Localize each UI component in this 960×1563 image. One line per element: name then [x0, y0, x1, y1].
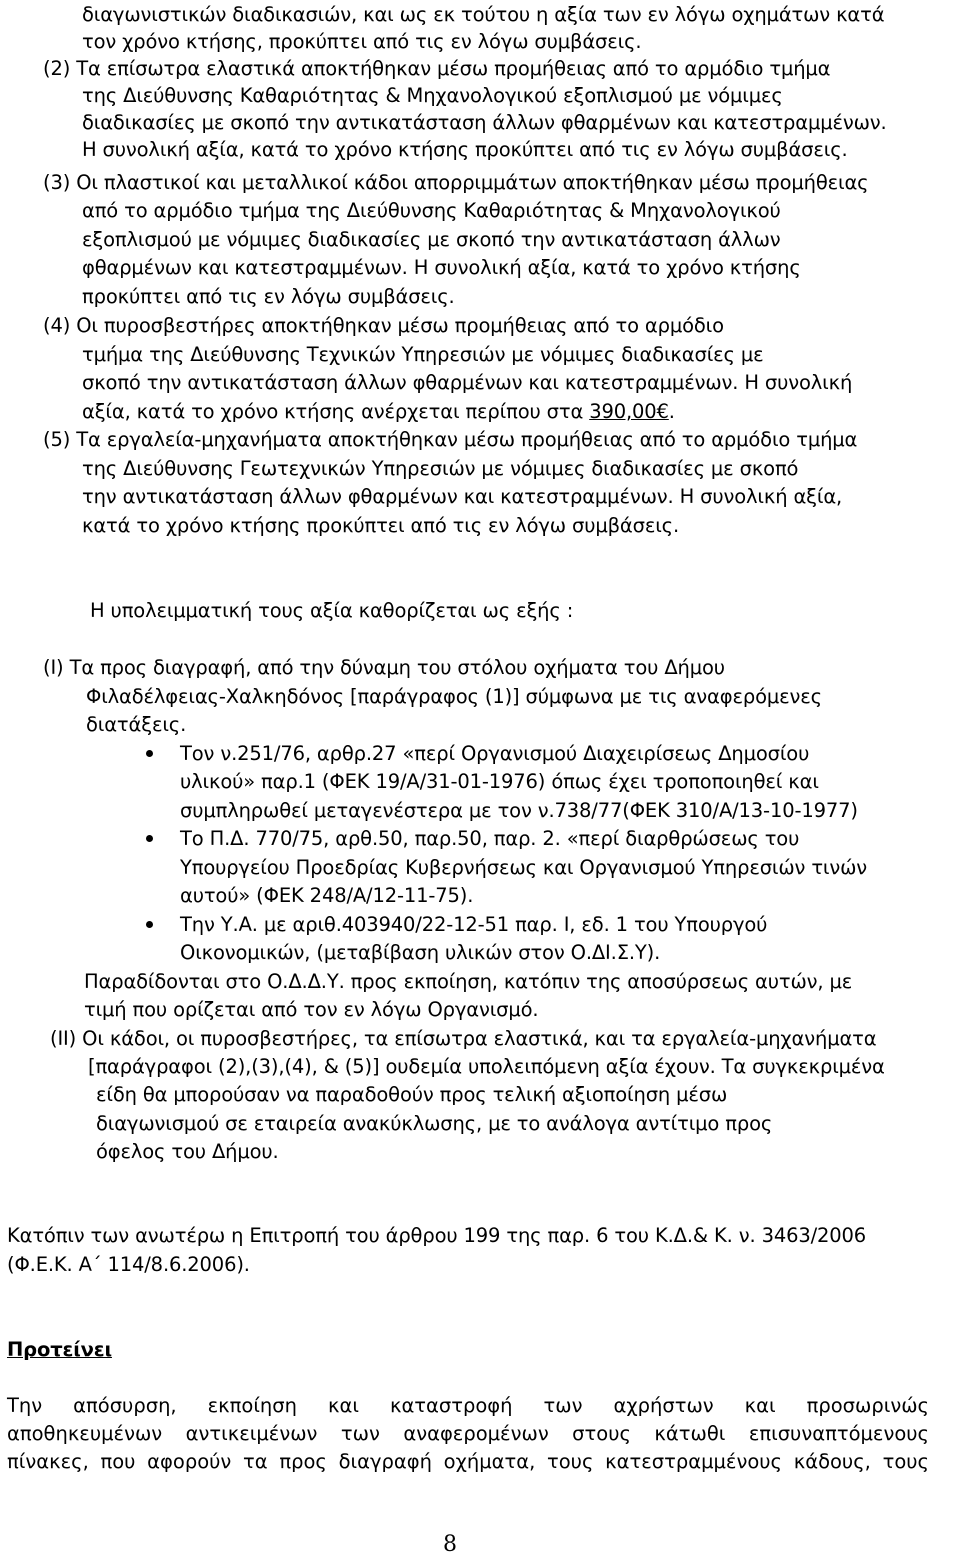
text-line: διαγωνιστικών διαδικασιών, και ως εκ τούτου η αξία των εν λόγω οχημάτων κατά	[82, 3, 885, 26]
paragraph-3-line: από το αρμόδιο τμήμα της Διεύθυνσης Καθαριότητας & Μηχανολογικού	[82, 199, 781, 222]
paragraph-5-line: (5) Τα εργαλεία-μηχανήματα αποκτήθηκαν μέσω προμήθειας από το αρμόδιο τμήμα	[43, 428, 858, 451]
section-1-line: διατάξεις.	[86, 713, 187, 736]
proposes-heading: Προτείνει	[7, 1338, 112, 1361]
paragraph-2-line: της Διεύθυνσης Καθαριότητας & Μηχανολογικού εξοπλισμού με νόμιμες	[82, 84, 783, 107]
bullet-icon	[146, 921, 153, 928]
text-line: τον χρόνο κτήσης, προκύπτει από τις εν λόγω συμβάσεις.	[82, 30, 642, 53]
section-1-line: (Ι) Τα προς διαγραφή, από την δύναμη του στόλου οχήματα του Δήμου	[43, 656, 725, 679]
section-2-line: (ΙΙ) Οι κάδοι, οι πυροσβεστήρες, τα επίσωτρα ελαστικά, και τα εργαλεία-μηχανήματα	[50, 1027, 877, 1050]
amount-value: 390,00€	[589, 400, 669, 423]
paragraph-4-line: τμήμα της Διεύθυνσης Τεχνικών Υπηρεσιών με νόμιμες διαδικασίες με	[82, 343, 764, 366]
paragraph-4-line	[82, 399, 675, 425]
bullet-item-line: Τον ν.251/76, αρθρ.27 «περί Οργανισμού Διαχειρίσεως Δημοσίου	[180, 742, 810, 765]
paragraph-5-line: την αντικατάσταση άλλων φθαρμένων και κατεστραμμένων. Η συνολική αξία,	[82, 485, 843, 508]
section-1-line: Φιλαδέλφειας-Χαλκηδόνος [παράγραφος (1)] σύμφωνα με τις αναφερόμενες	[86, 685, 822, 708]
paragraph-3-line: προκύπτει από τις εν λόγω συμβάσεις.	[82, 285, 455, 308]
bullet-icon	[146, 750, 153, 757]
bullet-item-line: Υπουργείου Προεδρίας Κυβερνήσεως και Οργανισμού Υπηρεσιών τινών	[180, 856, 868, 879]
paragraph-3-line: (3) Οι πλαστικοί και μεταλλικοί κάδοι απορριμμάτων αποκτήθηκαν μέσω προμήθειας	[43, 171, 869, 194]
paragraph-2-line: Η συνολική αξία, κατά το χρόνο κτήσης προκύπτει από τις εν λόγω συμβάσεις.	[82, 138, 848, 161]
paragraph-5-line: της Διεύθυνσης Γεωτεχνικών Υπηρεσιών με νόμιμες διαδικασίες με σκοπό	[82, 457, 799, 480]
bullet-item-line: Το Π.Δ. 770/75, αρθ.50, παρ.50, παρ. 2. «περί διαρθρώσεως του	[180, 827, 800, 850]
consideration-line: Κατόπιν των ανωτέρω η Επιτροπή του άρθρου 199 της παρ. 6 του Κ.Δ.& Κ. ν. 3463/2006	[7, 1224, 867, 1247]
bullet-item-line: συμπληρωθεί μεταγενέστερα με τον ν.738/77(ΦΕΚ 310/Α/13-10-1977)	[180, 799, 858, 822]
handover-line: Παραδίδονται στο Ο.Δ.Δ.Υ. προς εκποίηση, κατόπιν της αποσύρσεως αυτών, με	[84, 970, 853, 993]
paragraph-3-line: φθαρμένων και κατεστραμμένων. Η συνολική αξία, κατά το χρόνο κτήσης	[82, 256, 801, 279]
bullet-item-line: αυτού» (ΦΕΚ 248/Α/12-11-75).	[180, 884, 474, 907]
handover-line: τιμή που ορίζεται από τον εν λόγω Οργανισμό.	[84, 998, 539, 1021]
section-2-line: όφελος του Δήμου.	[96, 1140, 279, 1163]
section-2-line: διαγωνισμού σε εταιρεία ανακύκλωσης, με το ανάλογα αντίτιμο προς	[96, 1112, 773, 1135]
bullet-icon	[146, 835, 153, 842]
text-segment: αξία, κατά το χρόνο κτήσης ανέρχεται περίπου στα	[82, 400, 590, 423]
consideration-line: (Φ.Ε.Κ. Α΄ 114/8.6.2006).	[7, 1253, 250, 1276]
section-2-line: [παράγραφοι (2),(3),(4), & (5)] ουδεμία υπολειπόμενη αξία έχουν. Τα συγκεκριμένα	[88, 1055, 885, 1078]
text-segment: .	[668, 400, 675, 423]
bullet-item-line: Την Υ.Α. με αριθ.403940/22-12-51 παρ. Ι, εδ. 1 του Υπουργού	[180, 913, 768, 936]
page-number: 8	[443, 1532, 457, 1557]
bullet-item-line: υλικού» παρ.1 (ΦΕΚ 19/Α/31-01-1976) όπως έχει τροποποιηθεί και	[180, 770, 819, 793]
bullet-item-line: Οικονομικών, (μεταβίβαση υλικών στον Ο.ΔΙ.Σ.Υ).	[180, 941, 661, 964]
final-paragraph-line: Την απόσυρση, εκποίηση και καταστροφή των αχρήστων και προσωρινώς	[7, 1394, 929, 1417]
section-heading: Η υπολειμματική τους αξία καθορίζεται ως εξής :	[90, 599, 574, 622]
paragraph-2-line: (2) Τα επίσωτρα ελαστικά αποκτήθηκαν μέσω προμήθειας από το αρμόδιο τμήμα	[43, 57, 831, 80]
paragraph-4-line: (4) Οι πυροσβεστήρες αποκτήθηκαν μέσω προμήθειας από το αρμόδιο	[43, 314, 724, 337]
paragraph-5-line: κατά το χρόνο κτήσης προκύπτει από τις εν λόγω συμβάσεις.	[82, 514, 680, 537]
section-2-line: είδη θα μπορούσαν να παραδοθούν προς τελική αξιοποίηση μέσω	[96, 1083, 728, 1106]
final-paragraph-line: αποθηκευμένων αντικειμένων των αναφερομένων στους κάτωθι επισυναπτόμενους	[7, 1422, 929, 1445]
paragraph-3-line: εξοπλισμού με νόμιμες διαδικασίες με σκοπό την αντικατάσταση άλλων	[82, 228, 781, 251]
paragraph-4-line: σκοπό την αντικατάσταση άλλων φθαρμένων και κατεστραμμένων. Η συνολική	[82, 371, 853, 394]
final-paragraph-line: πίνακες, που αφορούν τα προς διαγραφή οχήματα, τους κατεστραμμένους κάδους, τους	[7, 1450, 929, 1473]
paragraph-2-line: διαδικασίες με σκοπό την αντικατάσταση άλλων φθαρμένων και κατεστραμμένων.	[82, 111, 887, 134]
